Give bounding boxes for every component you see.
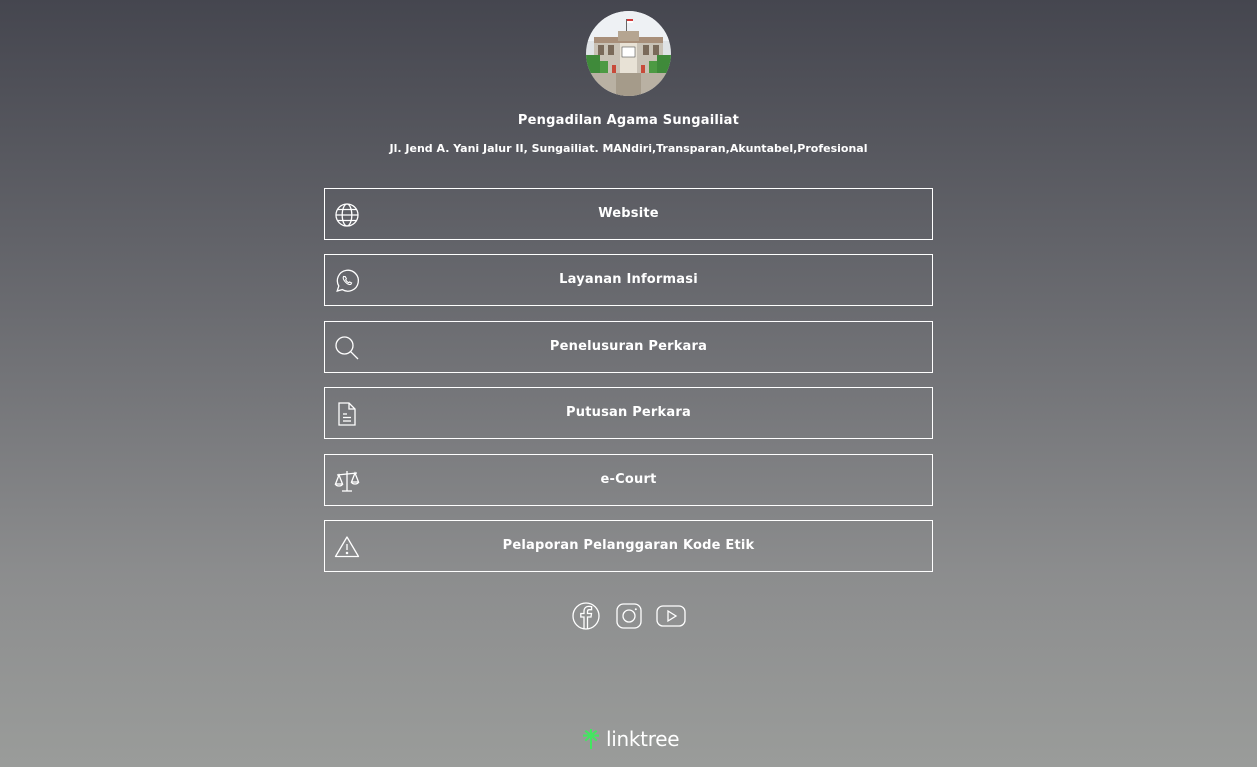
link-pelaporan-pelanggaran[interactable] [324, 520, 933, 572]
link-putusan-perkara[interactable] [324, 387, 933, 439]
facebook-icon[interactable] [571, 601, 601, 631]
link-website[interactable] [324, 188, 933, 240]
link-label: e-Court [600, 471, 657, 487]
link-e-court[interactable] [324, 454, 933, 506]
link-label: Layanan Informasi [559, 272, 698, 288]
link-label: Putusan Perkara [566, 405, 691, 421]
link-layanan-informasi[interactable] [324, 254, 933, 306]
linktree-footer-logo[interactable] [581, 727, 681, 751]
profile-bio: Jl. Jend A. Yani Jalur II, Sungailiat. MANdiri,Transparan,Akuntabel,Profesional [389, 142, 868, 155]
linktree-brand-text: linktree [606, 727, 680, 751]
instagram-icon[interactable] [614, 601, 644, 631]
youtube-icon[interactable] [656, 601, 686, 631]
link-label: Penelusuran Perkara [549, 338, 708, 354]
social-icons [571, 601, 688, 631]
link-label: Website [598, 206, 659, 221]
link-list [324, 188, 933, 586]
link-label: Pelaporan Pelanggaran Kode Etik [502, 537, 755, 553]
linktree-logo-icon [581, 729, 603, 753]
profile-name: Pengadilan Agama Sungailiat [517, 113, 740, 128]
link-penelusuran-perkara[interactable] [324, 321, 933, 373]
profile-avatar [586, 11, 671, 96]
